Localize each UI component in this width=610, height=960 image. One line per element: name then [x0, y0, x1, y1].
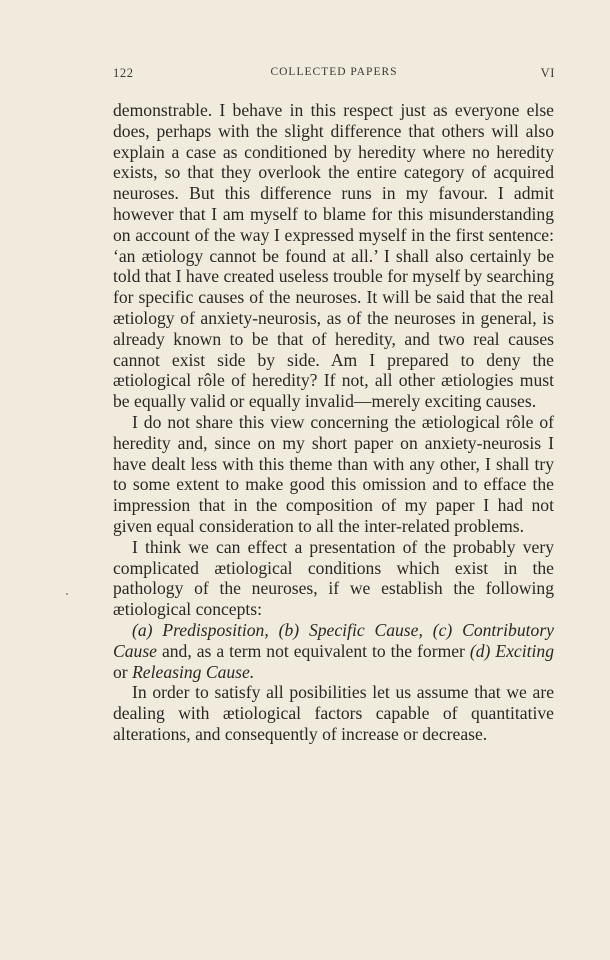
concepts-or: or	[113, 661, 128, 682]
paragraph-2: I do not share this view concerning the ætiological rôle of heredity and, since on my short paper on anxiety-neurosis I have dealt less with this theme than with any other, I shall try to some extent to make good this omission and to efface the impression that in the composition of my paper I had not given equal consideration to all the inter-related problems.	[113, 411, 554, 536]
paragraph-1: demonstrable. I behave in this respect just as everyone else does, perhaps with the slight difference that others will also explain a case as conditioned by heredity where no heredity exists, so that they overlook the entire category of acquired neuroses. But this difference runs in my favour. I admit however that I am myself to blame for this misunderstanding on account of the way I expressed myself in the first sentence: ‘an ætiology cannot be found at all.’ I shall also certainly be told that I have created useless trouble for myself by searching for specific causes of the neuroses. It will be said that the real ætiology of anxiety-neurosis, as of the neuroses in general, is already known to be that of heredity, and two real causes cannot exist side by side. Am I prepared to deny the ætiological rôle of heredity? If not, all other ætiologies must be equally valid or equally invalid—merely exciting causes.	[113, 100, 554, 412]
label-c: (c)	[432, 619, 453, 640]
section-number: VI	[540, 66, 555, 80]
label-a: (a)	[132, 619, 153, 640]
paragraph-5: In order to satisfy all posibilities let us assume that we are dealing with ætiological factors capable of quantitative alterations, and consequently of increase or decrease.	[113, 682, 554, 744]
body-text	[113, 100, 554, 745]
term-contributory-cause: Contributory Cause	[113, 619, 554, 661]
term-exciting: Exciting	[495, 640, 554, 661]
concepts-connector: and, as a term not equivalent to the former	[161, 640, 465, 661]
page-number: 122	[113, 66, 134, 80]
term-specific-cause: Specific Cause,	[308, 619, 423, 640]
term-releasing-cause: Releasing Cause.	[132, 661, 255, 682]
paragraph-4-concepts	[113, 620, 554, 682]
label-d: (d)	[469, 640, 491, 661]
paper-fleck	[66, 593, 68, 595]
label-b: (b)	[278, 619, 300, 640]
paragraph-3: I think we can effect a presentation of the probably very complicated ætiological conditions which exist in the pathology of the neuroses, if we establish the following ætiological concepts:	[113, 536, 554, 620]
running-head	[113, 66, 555, 82]
running-title: COLLECTED PAPERS	[270, 66, 398, 78]
term-predisposition: Predisposition,	[162, 619, 269, 640]
